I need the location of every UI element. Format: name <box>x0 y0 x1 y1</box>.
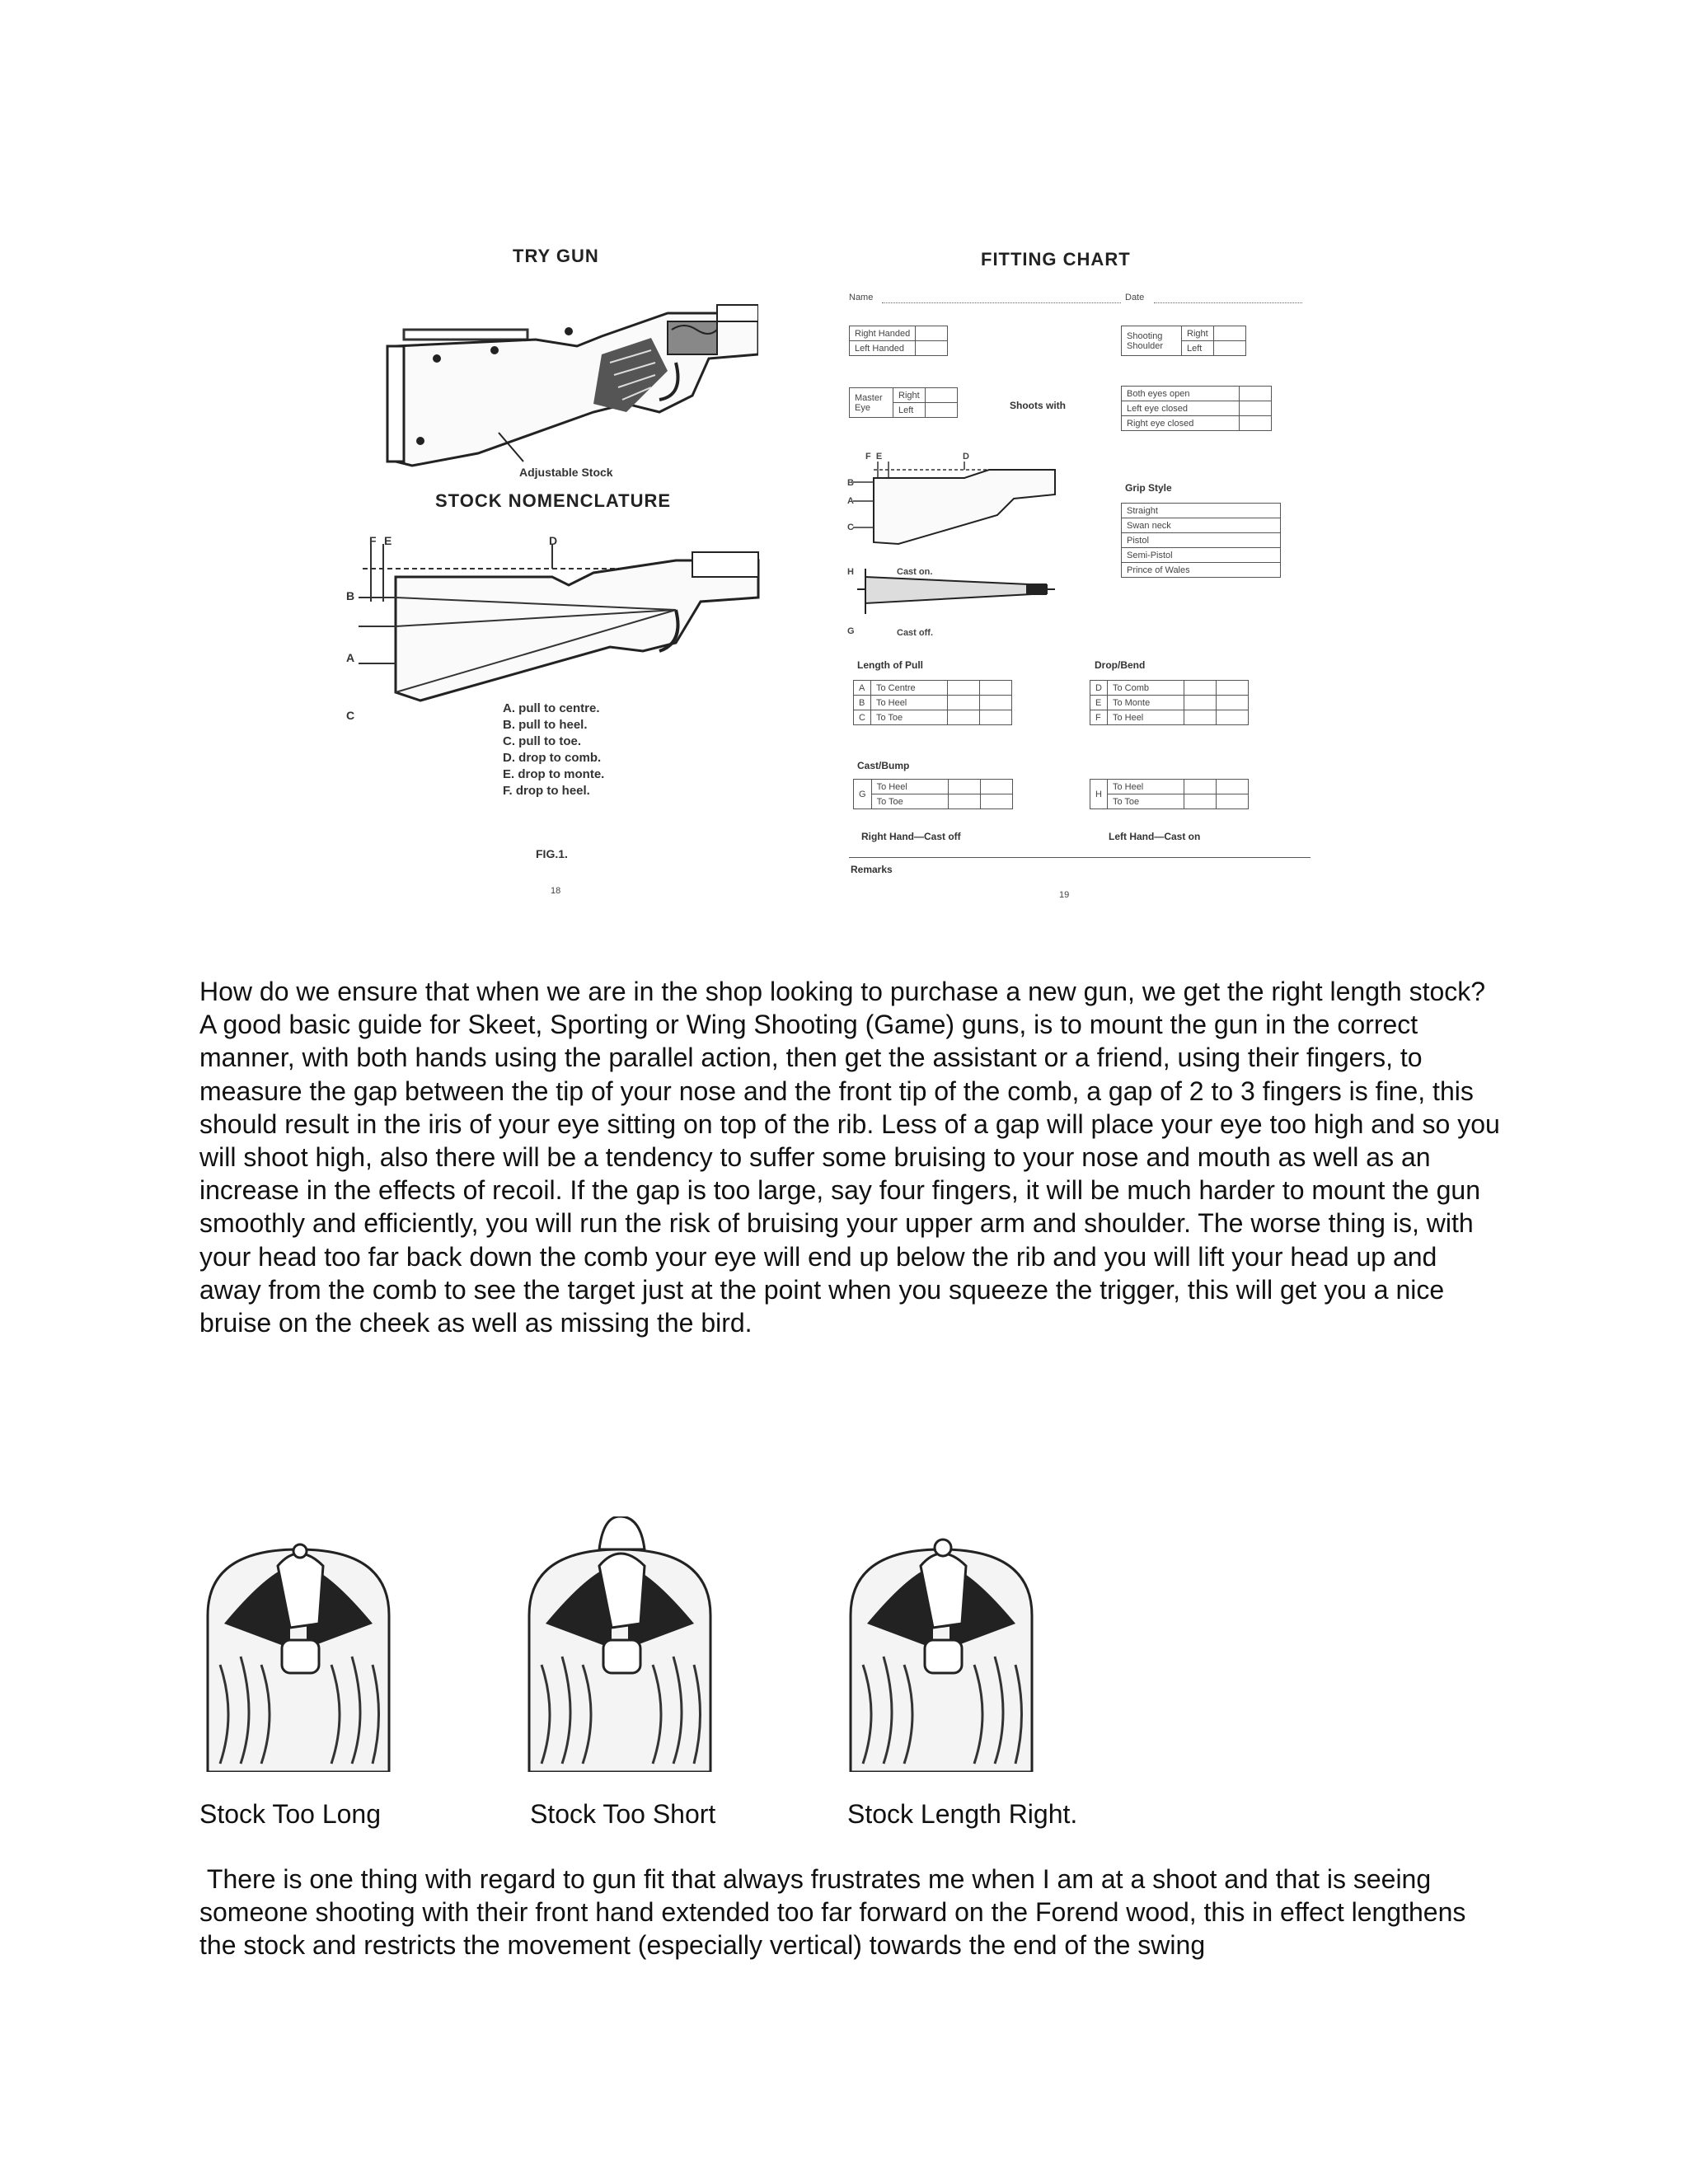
shoots-both-eyes: Both eyes open <box>1122 387 1240 401</box>
stock-too-long-illustration <box>199 1516 397 1772</box>
caption-stock-too-short: Stock Too Short <box>530 1799 716 1829</box>
scanned-figure: TRY GUN Adjustable Stock STOCK NOMENCLATURE F E D B A C A. pull to centre. B. pull to heel. C. pull to toe. D. drop to comb. E. drop to monte. F. drop to heel. FIG.1. 18 FITTING CHART Name Date Right Handed Left Handed Shooting Shoulder Right Left Master Eye Right Left Shoots with Both eyes open Left eye closed Right eye closed F E D B A C H G Cast on. Cast off. Grip Style Straight Swan neck Pistol Semi-Pistol Prince of Wales Length of Pull A To Centre B To Heel C To Toe Drop/Bend D To Comb E To Monte F To Heel Cast/Bump G To Heel To Toe H To Heel To Toe Right Hand—Cast off Left Hand—Cast on Remarks 19 <box>297 231 1335 915</box>
legend-item: D. drop to comb. <box>503 751 602 765</box>
grip-straight: Straight <box>1122 504 1281 518</box>
date-label: Date <box>1125 293 1145 302</box>
legend-item: B. pull to heel. <box>503 718 588 732</box>
cast-h-table: H To Heel To Toe <box>1090 779 1249 809</box>
cast-diagram <box>849 453 1096 643</box>
grip-style-label: Grip Style <box>1125 482 1172 494</box>
grip-swan-neck: Swan neck <box>1122 518 1281 533</box>
handed-right: Right Handed <box>850 326 916 341</box>
shoulder-right: Right <box>1182 326 1214 341</box>
remarks-rule <box>849 857 1311 858</box>
nomenclature-letter-e: E <box>384 534 392 547</box>
master-eye-table <box>849 387 958 418</box>
eye-right: Right <box>893 388 926 403</box>
stock-nomenclature-diagram <box>346 527 775 709</box>
shooting-shoulder-table <box>1121 326 1246 356</box>
length-of-pull-label: Length of Pull <box>857 659 923 671</box>
fig-label: FIG.1. <box>536 847 568 860</box>
stock-length-right-illustration <box>842 1516 1040 1772</box>
eye-left: Left <box>893 403 926 418</box>
drop-bend-label: Drop/Bend <box>1095 659 1146 671</box>
paragraph-stock-length-guide: How do we ensure that when we are in the shop looking to purchase a new gun, we get the right length stock? A good basic guide for Skeet, Sporting or Wing Shooting (Game) guns, is to mount the gun in the correct manner, with both hands using the parallel action, then get the assistant or a friend, using their fingers, to measure the gap between the tip of your nose and the front tip of the comb, a gap of 2 to 3 fingers is fine, this should result in the iris of your eye sitting on top of the rib. Less of a gap will place your eye too high and so you will shoot high, also there will be a tendency to suffer some bruising to your nose and mouth as well as an increase in the effects of recoil. If the gap is too large, say four fingers, it will be much harder to mount the gun smoothly and efficiently, you will run the risk of bruising your upper arm and shoulder. The worse thing is, with your head too far back down the comb your eye will end up below the rib and you will lift your head up and away from the comb to see the target just at the point when you squeeze the trigger, this will get you a nice bruise on the cheek as well as missing the bird. <box>199 977 1500 1338</box>
legend-item: F. drop to heel. <box>503 784 590 798</box>
legend-item: E. drop to monte. <box>503 767 605 781</box>
paragraph-front-hand: There is one thing with regard to gun fit that always frustrates me when I am at a shoot and that is seeing someone shooting with their front hand extended too far forward on the Forend wood, this in effect lengthens the stock and restricts the movement (especially vertical) towards the end of the swing <box>199 1864 1474 1961</box>
length-of-pull-table: A To Centre B To Heel C To Toe <box>853 680 1012 725</box>
cast-on-label: Cast on. <box>897 567 933 577</box>
cast-bump-label: Cast/Bump <box>857 760 910 771</box>
name-label: Name <box>849 293 874 302</box>
left-page-number: 18 <box>551 886 561 896</box>
cast-g-table: G To Heel To Toe <box>853 779 1013 809</box>
shoots-with-table <box>1121 386 1272 431</box>
right-page-number: 19 <box>1059 890 1070 900</box>
nomenclature-letter-f: F <box>369 534 377 547</box>
shoots-with-label: Shoots with <box>1010 400 1066 411</box>
nomenclature-letter-c: C <box>346 709 355 722</box>
master-eye-label: Master Eye <box>850 388 893 418</box>
drop-bend-table: D To Comb E To Monte F To Heel <box>1090 680 1249 725</box>
right-hand-cast-off-label: Right Hand—Cast off <box>861 831 961 842</box>
stock-nomenclature-title: STOCK NOMENCLATURE <box>435 490 672 511</box>
fitting-chart-title: FITTING CHART <box>981 249 1131 269</box>
nomenclature-letter-a: A <box>346 651 355 664</box>
try-gun-title: TRY GUN <box>513 246 599 266</box>
remarks-label: Remarks <box>851 864 893 875</box>
nomenclature-letter-d: D <box>549 534 558 547</box>
cast-off-label: Cast off. <box>897 628 933 638</box>
handed-table <box>849 326 948 356</box>
caption-stock-length-right: Stock Length Right. <box>847 1799 1078 1829</box>
shoulder-left: Left <box>1182 341 1214 356</box>
handed-left: Left Handed <box>850 341 916 356</box>
grip-semi-pistol: Semi-Pistol <box>1122 548 1281 563</box>
try-gun-illustration <box>379 288 758 470</box>
grip-pistol: Pistol <box>1122 533 1281 548</box>
legend-item: C. pull to toe. <box>503 734 581 748</box>
nomenclature-letter-b: B <box>346 589 355 602</box>
caption-stock-too-long: Stock Too Long <box>199 1799 382 1829</box>
legend-item: A. pull to centre. <box>503 701 600 715</box>
left-hand-cast-on-label: Left Hand—Cast on <box>1109 831 1201 842</box>
adjustable-stock-label: Adjustable Stock <box>519 466 613 479</box>
shoots-left-closed: Left eye closed <box>1122 401 1240 416</box>
grip-style-table <box>1121 503 1281 578</box>
stock-too-short-illustration <box>521 1516 719 1772</box>
date-line <box>1154 302 1302 303</box>
name-line <box>882 302 1121 303</box>
shoots-right-closed: Right eye closed <box>1122 416 1240 431</box>
shooting-shoulder-label: Shooting Shoulder <box>1122 326 1182 356</box>
nomenclature-legend <box>503 701 604 799</box>
grip-prince-of-wales: Prince of Wales <box>1122 563 1281 578</box>
